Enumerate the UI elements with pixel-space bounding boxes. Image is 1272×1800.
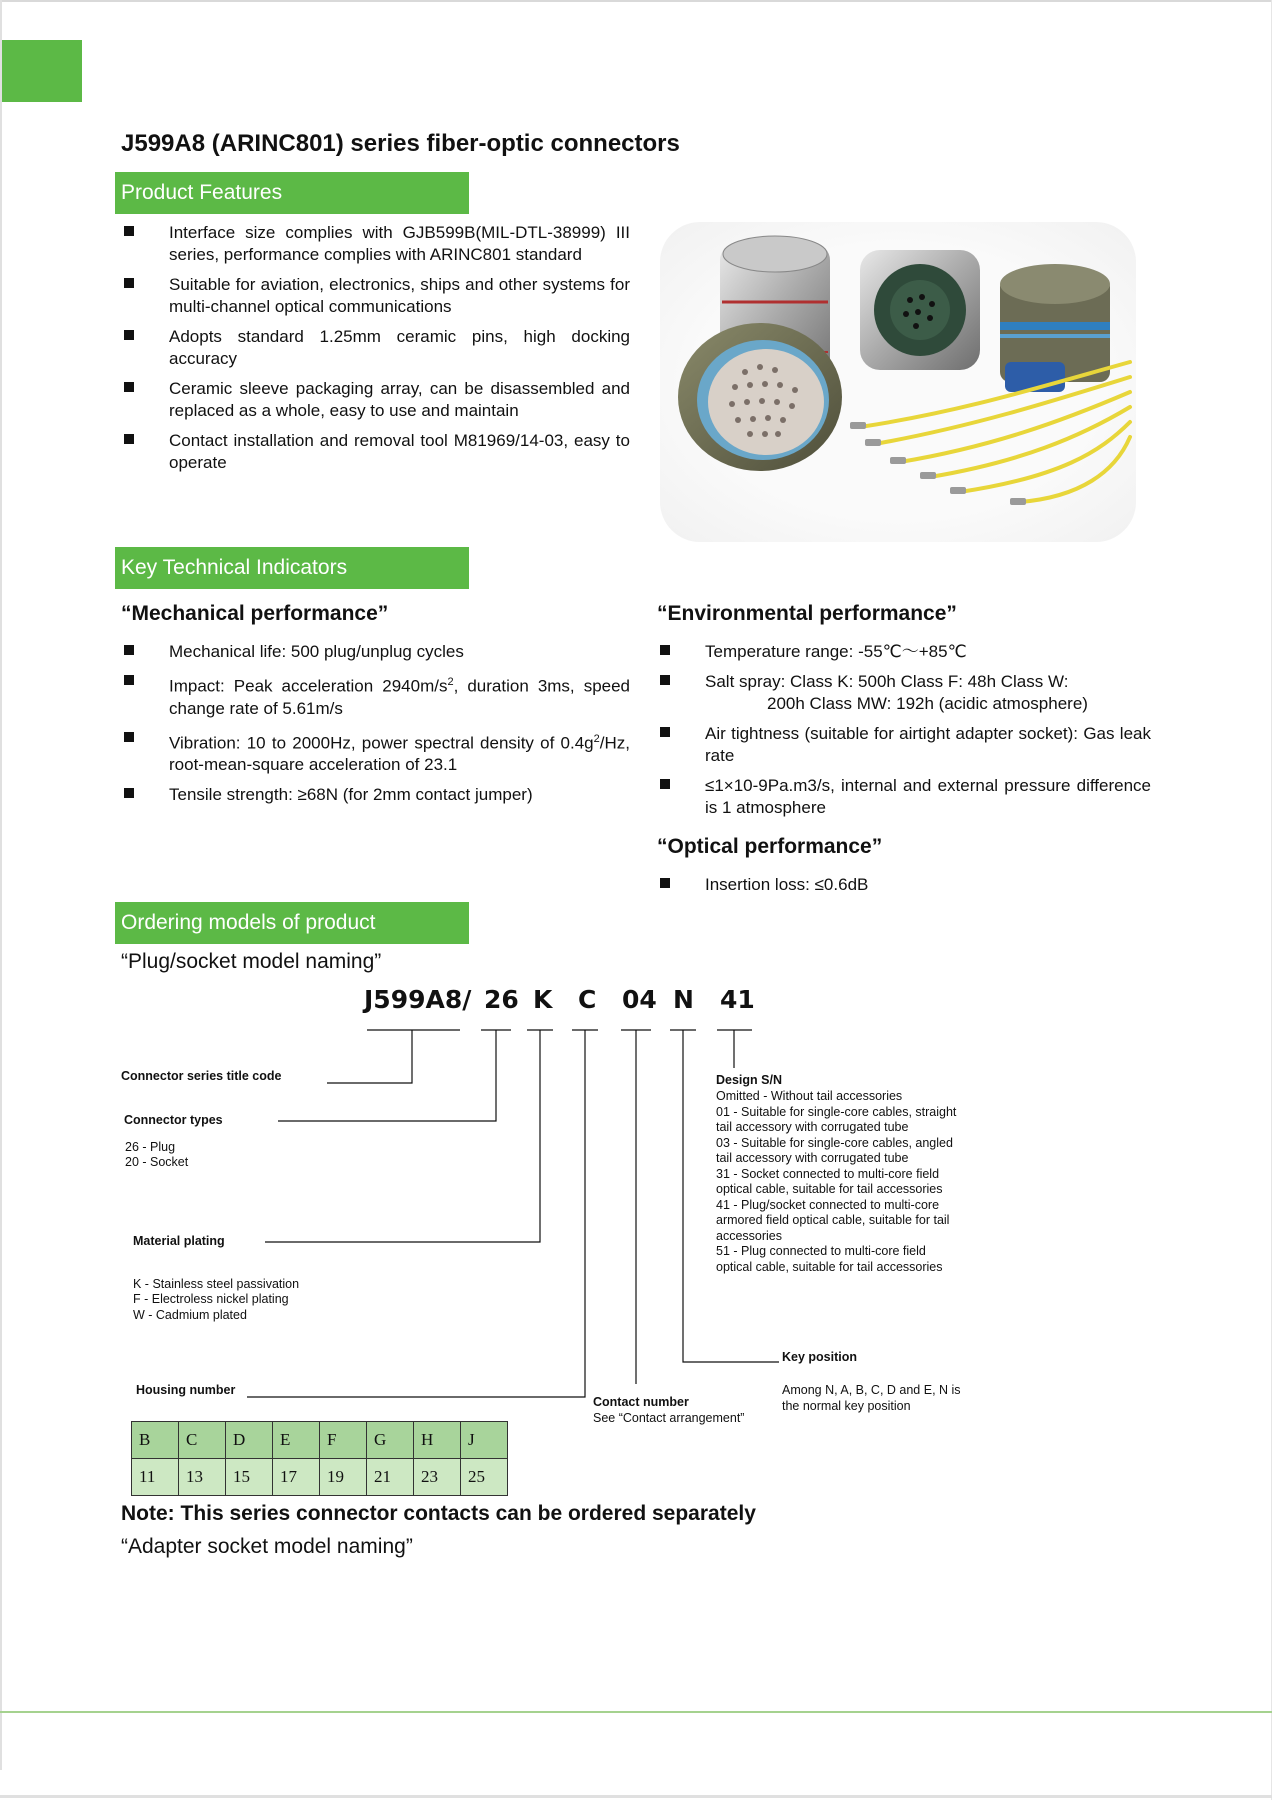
footer-divider [0, 1711, 1272, 1713]
design-option: 51 - Plug connected to multi-core field [716, 1244, 926, 1258]
feature-item: Contact installation and removal tool M81969/14-03, easy to operate [122, 430, 630, 474]
housing-number-cell: 15 [226, 1459, 273, 1496]
design-option: 41 - Plug/socket connected to multi-core [716, 1197, 940, 1212]
feature-list [122, 222, 630, 482]
code-series: J599A8/ [364, 985, 472, 1014]
design-option: 31 - Socket connected to multi-core field [716, 1166, 940, 1181]
label-connector-types: Connector types [124, 1113, 223, 1127]
mechanical-list [122, 641, 630, 814]
housing-number-cell: 11 [132, 1459, 179, 1496]
document-title: J599A8 (ARINC801) series fiber-optic connectors [121, 130, 680, 157]
page-left-border [0, 0, 2, 1770]
design-option: optical cable, suitable for tail accessories [716, 1259, 943, 1274]
label-key-position: Key position [782, 1350, 858, 1364]
product-photo [660, 222, 1136, 542]
housing-number-cell: 19 [320, 1459, 367, 1496]
housing-number-cell: 23 [414, 1459, 461, 1496]
housing-number-cell: 17 [273, 1459, 320, 1496]
connector-type-option: 20 - Socket [125, 1155, 189, 1169]
housing-letter-cell: J [461, 1422, 508, 1459]
housing-number-cell: 25 [461, 1459, 508, 1496]
feature-item: Ceramic sleeve packaging array, can be disassembled and replaced as a whole, easy to use and maintain [122, 378, 630, 422]
connector-type-option: 26 - Plug [125, 1140, 176, 1154]
housing-letter-cell: B [132, 1422, 179, 1459]
design-option: tail accessory with corrugated tube [716, 1151, 909, 1165]
code-connector-type: 26 [484, 985, 519, 1014]
label-connector-series-title-code: Connector series title code [121, 1069, 282, 1083]
environmental-item-continued: 200h Class MW: 192h (acidic atmosphere) [767, 694, 1088, 713]
connector-illustration [660, 222, 1136, 542]
design-option: tail accessory with corrugated tube [716, 1120, 909, 1134]
material-option: W - Cadmium plated [133, 1308, 247, 1322]
adapter-socket-naming-heading: “Adapter socket model naming” [121, 1535, 413, 1558]
design-sn-options [716, 1089, 956, 1275]
contact-number-note: See “Contact arrangement” [593, 1411, 745, 1425]
housing-letter-row [132, 1422, 508, 1459]
mechanical-item: Tensile strength: ≥68N (for 2mm contact jumper) [122, 784, 630, 806]
leader-material [265, 1030, 540, 1242]
label-housing-number: Housing number [136, 1383, 236, 1397]
plug-socket-naming-heading: “Plug/socket model naming” [121, 950, 382, 973]
material-option: F - Electroless nickel plating [133, 1292, 289, 1306]
label-contact-number: Contact number [593, 1395, 689, 1409]
code-design: 41 [720, 985, 755, 1014]
design-option: optical cable, suitable for tail accessories [716, 1182, 943, 1196]
environmental-item: Temperature range: -55℃～+85℃ [658, 641, 1151, 663]
mechanical-item: Impact: Peak acceleration $2940m/s^2$, duration 3ms, speed change rate of 5.61m/s [122, 671, 630, 720]
environmental-list [658, 641, 1151, 827]
optical-performance-heading: “Optical performance” [657, 835, 883, 858]
environmental-performance-heading: “Environmental performance” [657, 602, 957, 625]
housing-number-table [131, 1421, 508, 1496]
mechanical-item: Vibration: 10 to 2000Hz, power spectral density of $0.4g^2/Hz$, root-mean-square acceleration of 23.1 [122, 728, 630, 777]
housing-number-row [132, 1459, 508, 1496]
section-header-product-features: Product Features [115, 172, 469, 214]
optical-item: Insertion loss: ≤0.6dB [658, 874, 1151, 896]
environmental-item: Air tightness (suitable for airtight adapter socket): Gas leak rate [658, 723, 1151, 767]
design-option: armored field optical cable, suitable for tail [716, 1213, 950, 1227]
key-position-line: the normal key position [782, 1399, 911, 1413]
design-option: 01 - Suitable for single-core cables, straight [716, 1104, 957, 1119]
mechanical-item: Mechanical life: 500 plug/unplug cycles [122, 641, 630, 663]
optical-list [658, 874, 1151, 904]
environmental-item: Salt spray: Class K: 500h Class F: 48h Class W: [658, 671, 1151, 693]
code-contact: 04 [622, 985, 657, 1014]
page-top-border [0, 0, 1272, 2]
feature-item: Interface size complies with GJB599B(MIL-DTL-38999) III series, performance complies with ARINC801 standard [122, 222, 630, 266]
section-header-ordering-models: Ordering models of product [115, 902, 469, 944]
housing-letter-cell: E [273, 1422, 320, 1459]
design-option: Omitted - Without tail accessories [716, 1089, 903, 1103]
housing-number-cell: 13 [179, 1459, 226, 1496]
code-key: N [673, 985, 694, 1014]
code-material: K [533, 985, 553, 1014]
label-design-sn: Design S/N [716, 1073, 782, 1087]
housing-letter-cell: H [414, 1422, 461, 1459]
section-header-key-technical-indicators: Key Technical Indicators [115, 547, 469, 589]
housing-letter-cell: C [179, 1422, 226, 1459]
feature-item: Suitable for aviation, electronics, ships and other systems for multi-channel optical communications [122, 274, 630, 318]
key-position-line: Among N, A, B, C, D and E, N is [782, 1383, 961, 1397]
design-option: 03 - Suitable for single-core cables, angled [716, 1135, 953, 1150]
material-option: K - Stainless steel passivation [133, 1277, 300, 1291]
design-option: accessories [716, 1228, 782, 1243]
environmental-item: ≤1×10-9Pa.m3/s, internal and external pressure difference is 1 atmosphere [658, 775, 1151, 819]
housing-letter-cell: G [367, 1422, 414, 1459]
housing-number-cell: 21 [367, 1459, 414, 1496]
page-bottom-border [0, 1795, 1272, 1798]
green-corner-block [2, 40, 82, 102]
code-housing: C [578, 985, 597, 1014]
leader-series [327, 1030, 412, 1083]
ordering-note: Note: This series connector contacts can be ordered separately [121, 1502, 756, 1525]
leader-housing [247, 1030, 585, 1397]
housing-letter-cell: F [320, 1422, 367, 1459]
mechanical-performance-heading: “Mechanical performance” [121, 602, 389, 625]
feature-item: Adopts standard 1.25mm ceramic pins, high docking accuracy [122, 326, 630, 370]
label-material-plating: Material plating [133, 1234, 225, 1248]
housing-letter-cell: D [226, 1422, 273, 1459]
leader-type [278, 1030, 496, 1121]
